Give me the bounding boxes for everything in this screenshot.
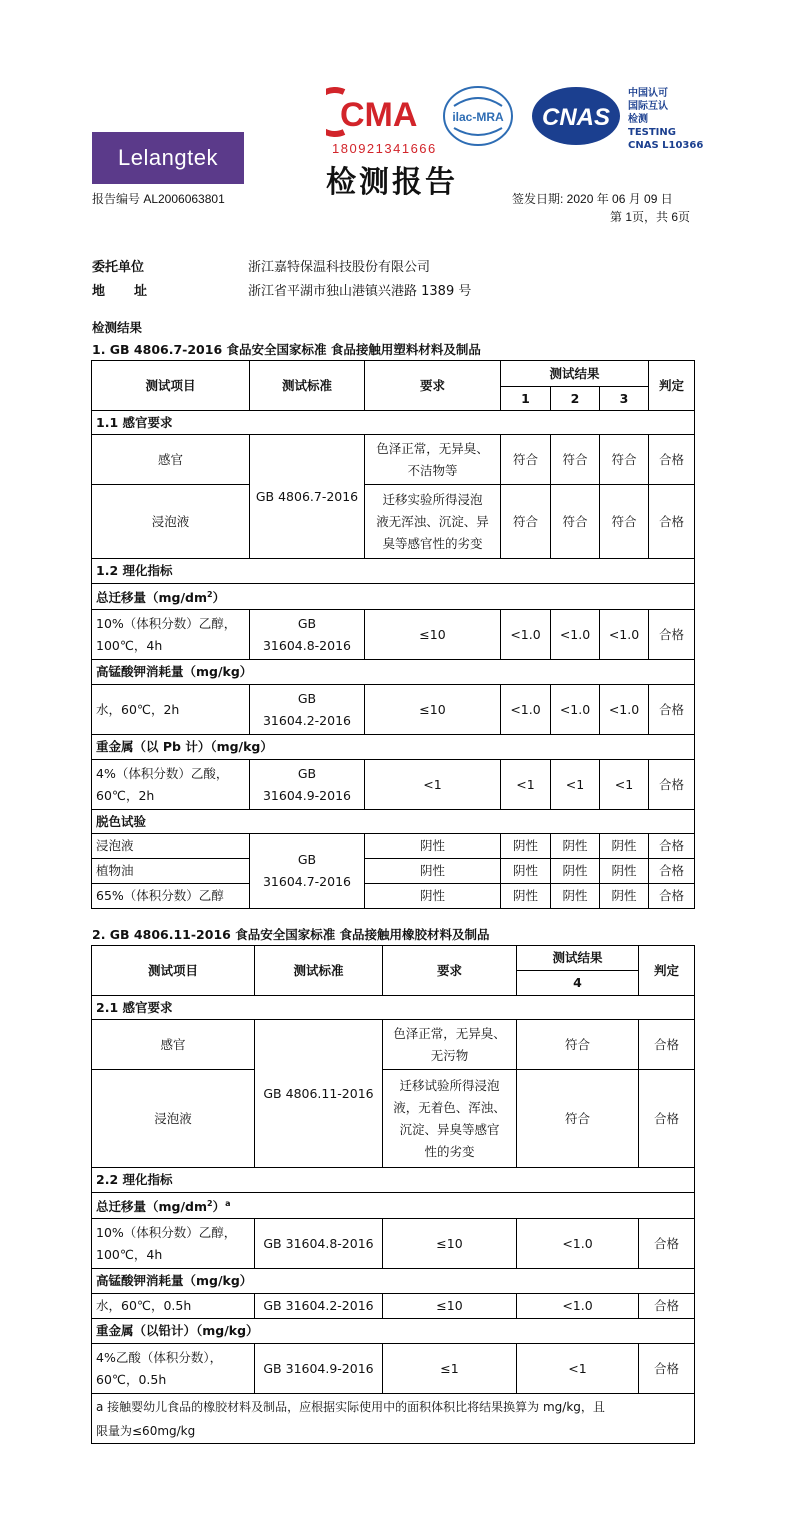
- table-cell: 感官: [92, 1020, 255, 1070]
- subsection-title: 1.1 感官要求: [92, 411, 695, 435]
- table-cell: 阴性: [501, 884, 551, 909]
- ilac-mark-text: ilac-MRA: [452, 110, 504, 124]
- header-standard: 测试标准: [255, 946, 383, 996]
- table-cell: 阴性: [501, 859, 551, 884]
- table-cell: 合格: [649, 610, 695, 660]
- table-cell: <1.0: [501, 685, 551, 735]
- subsection-title: 2.2 理化指标: [92, 1168, 695, 1193]
- row-group-label: 重金属（以 Pb 计）（mg/kg）: [92, 735, 695, 760]
- header-requirement: 要求: [383, 946, 517, 996]
- table-cell: 合格: [649, 834, 695, 859]
- table-cell: <1.0: [600, 610, 649, 660]
- table-cell: 10%（体积分数）乙醇， 100℃，4h: [92, 1219, 255, 1269]
- table-cell: 水，60℃，2h: [92, 685, 250, 735]
- table-cell: 植物油: [92, 859, 250, 884]
- cnas-logo: [528, 84, 624, 148]
- section2-table: [91, 945, 695, 1444]
- subsection-title: 1.2 理化指标: [92, 559, 695, 584]
- header-requirement: 要求: [365, 361, 501, 411]
- table-cell: <1: [551, 760, 600, 810]
- table-cell: <1: [501, 760, 551, 810]
- table-cell: <1.0: [517, 1294, 639, 1319]
- table-cell: 合格: [639, 1219, 695, 1269]
- table-cell: <1: [517, 1344, 639, 1394]
- table-cell: 10%（体积分数）乙醇， 100℃，4h: [92, 610, 250, 660]
- table-cell: 感官: [92, 435, 250, 485]
- table-cell: GB 31604.2-2016: [250, 685, 365, 735]
- section1-table: [91, 360, 695, 909]
- row-group-label: 高锰酸钾消耗量（mg/kg）: [92, 1269, 695, 1294]
- table-cell: ≤1: [383, 1344, 517, 1394]
- table-cell: 阴性: [600, 834, 649, 859]
- table-cell: 65%（体积分数）乙醇: [92, 884, 250, 909]
- row-group-label: 总迁移量$(mg/dm^2)^a$: [92, 1193, 695, 1219]
- table-cell: 4%乙酸（体积分数）， 60℃，0.5h: [92, 1344, 255, 1394]
- table-cell: 浸泡液: [92, 1070, 255, 1168]
- section1-title: 1. GB 4806.7-2016 食品安全国家标准 食品接触用塑料材料及制品: [92, 342, 481, 357]
- table-cell: ≤10: [383, 1219, 517, 1269]
- cma-number: 180921341666: [332, 141, 437, 156]
- ilac-mra-logo: [440, 84, 516, 148]
- table-cell: 阴性: [551, 834, 600, 859]
- table-cell: <1.0: [551, 610, 600, 660]
- header-sample-1: 1: [501, 387, 551, 411]
- header-result: 测试结果: [517, 946, 639, 971]
- report-title: 检测报告: [326, 165, 458, 200]
- table-cell: 阴性: [551, 884, 600, 909]
- table-cell: 阴性: [600, 859, 649, 884]
- header-sample-3: 3: [600, 387, 649, 411]
- table-cell: 合格: [649, 760, 695, 810]
- table-cell: 色泽正常，无异臭、 无污物: [383, 1020, 517, 1070]
- results-heading: 检测结果: [92, 320, 143, 335]
- header-item: 测试项目: [92, 361, 250, 411]
- lelangtek-logo: Lelangtek: [92, 132, 244, 184]
- page-info: 第 1页，共 6页: [610, 210, 691, 224]
- table-cell: <1: [365, 760, 501, 810]
- table-cell: GB 4806.7-2016: [250, 435, 365, 559]
- table-cell: <1.0: [501, 610, 551, 660]
- table-cell: 符合: [600, 435, 649, 485]
- table-cell: 合格: [639, 1020, 695, 1070]
- table-cell: <1.0: [551, 685, 600, 735]
- table-cell: 符合: [551, 485, 600, 559]
- cnas-accreditation-text: 中国认可 国际互认 检测 TESTING CNAS L10366: [628, 88, 704, 151]
- header-standard: 测试标准: [250, 361, 365, 411]
- table-cell: 合格: [639, 1294, 695, 1319]
- table-cell: ≤10: [383, 1294, 517, 1319]
- row-group-label: 高锰酸钾消耗量（mg/kg）: [92, 660, 695, 685]
- header-sample-4: 4: [517, 971, 639, 996]
- table-cell: GB 31604.9-2016: [250, 760, 365, 810]
- table-cell: 符合: [501, 485, 551, 559]
- table-cell: 浸泡液: [92, 485, 250, 559]
- table-cell: 合格: [639, 1070, 695, 1168]
- row-group-label: 重金属（以铅计）（mg/kg）: [92, 1319, 695, 1344]
- table-cell: 4%（体积分数）乙酸， 60℃，2h: [92, 760, 250, 810]
- table-cell: 阴性: [365, 884, 501, 909]
- table-cell: <1.0: [517, 1219, 639, 1269]
- table-cell: <1: [600, 760, 649, 810]
- client-address: 浙江省平湖市独山港镇兴港路 1389 号: [248, 284, 472, 299]
- cnas-mark-text: CNAS: [541, 104, 611, 131]
- table-cell: 迁移试验所得浸泡 液，无着色、浑浊、 沉淀、异臭等感官 性的劣变: [383, 1070, 517, 1168]
- table-cell: GB 31604.2-2016: [255, 1294, 383, 1319]
- table-cell: 符合: [517, 1020, 639, 1070]
- table-cell: GB 31604.9-2016: [255, 1344, 383, 1394]
- table-cell: 合格: [649, 435, 695, 485]
- table-cell: 色泽正常，无异臭、 不洁物等: [365, 435, 501, 485]
- table-cell: ≤10: [365, 610, 501, 660]
- table-cell: GB 4806.11-2016: [255, 1020, 383, 1168]
- table-cell: ≤10: [365, 685, 501, 735]
- subsection-title: 2.1 感官要求: [92, 996, 695, 1020]
- footnote: a 接触婴幼儿食品的橡胶材料及制品，应根据实际使用中的面积体积比将结果换算为 mg/kg，且 限量为≤60mg/kg: [92, 1394, 695, 1444]
- table-cell: GB 31604.8-2016: [255, 1219, 383, 1269]
- table-cell: GB 31604.7-2016: [250, 834, 365, 909]
- table-cell: 合格: [649, 685, 695, 735]
- section2-title: 2. GB 4806.11-2016 食品安全国家标准 食品接触用橡胶材料及制品: [92, 927, 490, 942]
- header-item: 测试项目: [92, 946, 255, 996]
- table-cell: 合格: [649, 859, 695, 884]
- header-result: 测试结果: [501, 361, 649, 387]
- client-address-label-2: 址: [134, 284, 148, 299]
- header-sample-2: 2: [551, 387, 600, 411]
- table-cell: GB 31604.8-2016: [250, 610, 365, 660]
- row-group-label: 总迁移量$(mg/dm^2)$: [92, 584, 695, 610]
- table-cell: 合格: [649, 485, 695, 559]
- table-cell: 合格: [639, 1344, 695, 1394]
- table-cell: 符合: [551, 435, 600, 485]
- table-cell: <1.0: [600, 685, 649, 735]
- header-verdict: 判定: [639, 946, 695, 996]
- table-cell: 阴性: [551, 859, 600, 884]
- table-cell: 阴性: [501, 834, 551, 859]
- table-cell: 符合: [501, 435, 551, 485]
- table-cell: 阴性: [365, 859, 501, 884]
- table-cell: 合格: [649, 884, 695, 909]
- table-cell: 迁移实验所得浸泡 液无浑浊、沉淀、异 臭等感官性的劣变: [365, 485, 501, 559]
- cma-mark-text: CMA: [340, 96, 418, 134]
- cma-logo: [326, 86, 436, 138]
- client-address-label-1: 地: [92, 284, 106, 299]
- table-cell: 水，60℃，0.5h: [92, 1294, 255, 1319]
- issue-date: 签发日期: 2020 年 06 月 09 日: [512, 192, 673, 206]
- header-verdict: 判定: [649, 361, 695, 411]
- client-unit: 浙江嘉特保温科技股份有限公司: [248, 260, 431, 275]
- table-cell: 阴性: [600, 884, 649, 909]
- row-group-label: 脱色试验: [92, 810, 695, 834]
- table-cell: 浸泡液: [92, 834, 250, 859]
- client-unit-label: 委托单位: [92, 260, 145, 275]
- table-cell: 符合: [600, 485, 649, 559]
- table-cell: 符合: [517, 1070, 639, 1168]
- table-cell: 阴性: [365, 834, 501, 859]
- report-number: 报告编号 AL2006063801: [92, 192, 225, 206]
